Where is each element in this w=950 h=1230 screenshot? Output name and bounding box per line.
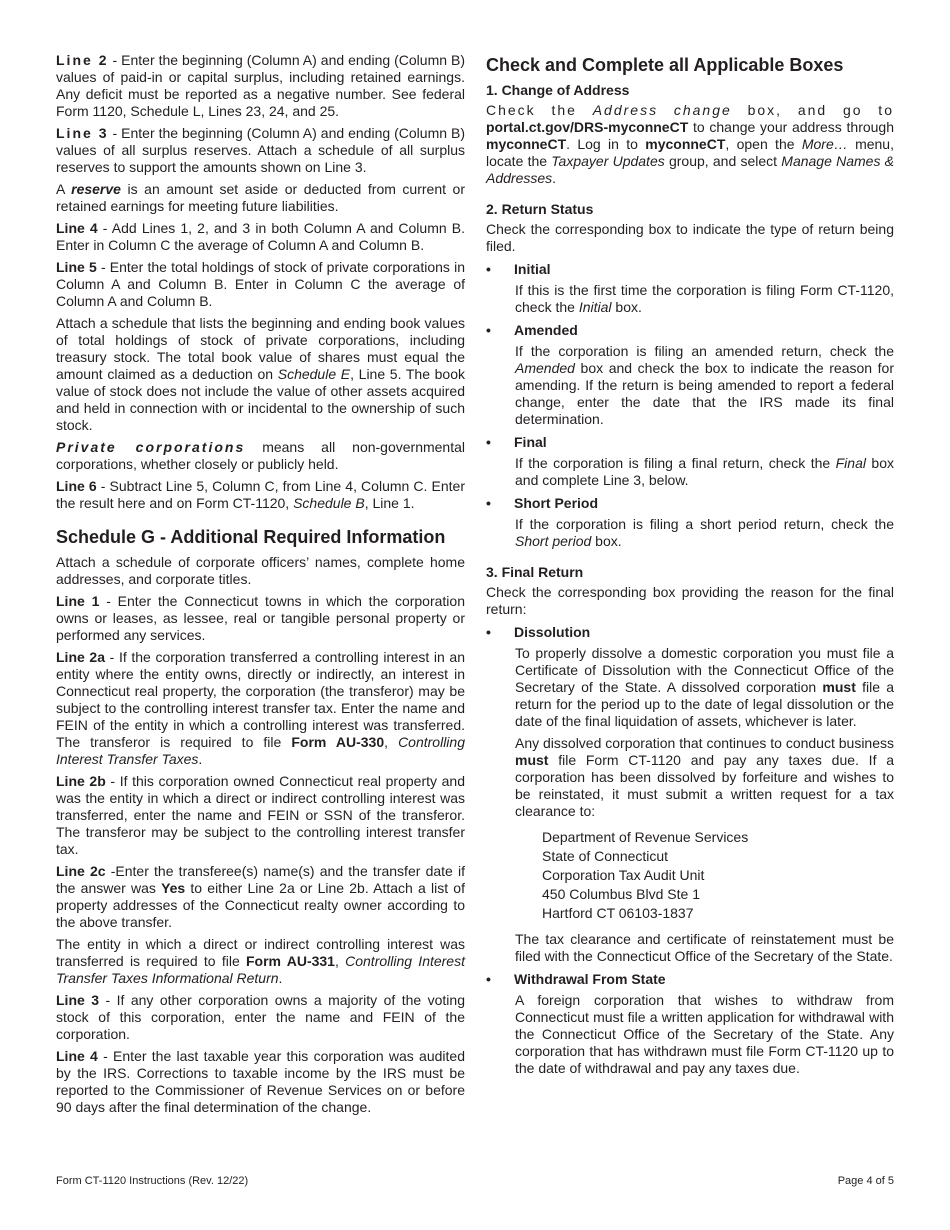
line2-para: Line 2 - Enter the beginning (Column A) and ending (Column B) values of paid-in or capital surplus, including retained earnings. Any deficit must be reported as a negative number. See federal Form 1120, Schedule L, Lines 23, 24, and 25.: [56, 52, 465, 119]
line4-para: Line 4 - Add Lines 1, 2, and 3 in both Column A and Column B. Enter in Column C the average of Column A and Column B.: [56, 220, 465, 253]
final-return-intro: Check the corresponding box providing the reason for the final return:: [486, 584, 894, 617]
short-period-para: If the corporation is filing a short period return, check the Short period box.: [515, 516, 894, 549]
portal-link[interactable]: portal.ct.gov/DRS-myconneCT: [486, 119, 689, 135]
bullet-dissolution: • Dissolution: [486, 624, 591, 640]
bullet-icon: •: [486, 434, 491, 450]
g-line1-para: Line 1 - Enter the Connecticut towns in which the corporation owns or leases, as lessee, real or tangible personal property or performed any services.: [56, 593, 465, 643]
return-status-intro: Check the corresponding box to indicate the type of return being filed.: [486, 221, 894, 254]
bullet-short-period: • Short Period: [486, 495, 599, 511]
address-line: State of Connecticut: [542, 848, 669, 864]
g-line4-para: Line 4 - Enter the last taxable year this corporation was audited by the IRS. Corrections to taxable income by the IRS must be reported to the Commissioner of Revenue Services on or before 90 days after the final determination of the change.: [56, 1048, 465, 1115]
final-return-heading: 3. Final Return: [486, 564, 584, 580]
bullet-amended: • Amended: [486, 322, 578, 338]
line3-para: Line 3 - Enter the beginning (Column A) and ending (Column B) values of all surplus reserves. Attach a schedule of all surplus reserves to support the amounts shown on Line 3.: [56, 125, 465, 175]
left-column: [56, 52, 465, 1121]
bullet-icon: •: [486, 971, 491, 987]
bullet-icon: •: [486, 495, 491, 511]
withdrawal-para: A foreign corporation that wishes to withdraw from Connecticut must file a written application for withdrawal with the Connecticut Office of the Secretary of the State. Any corporation that has withdrawn must file Form CT-1120 up to the date of withdrawal and pay any taxes due.: [515, 992, 894, 1076]
address-line: Corporation Tax Audit Unit: [542, 867, 705, 883]
initial-para: If this is the first time the corporation is filing Form CT-1120, check the Initial box.: [515, 282, 894, 315]
dissolution-para-3: The tax clearance and certificate of reinstatement must be filed with the Connecticut Office of the Secretary of the State.: [515, 931, 894, 964]
address-line: 450 Columbus Blvd Ste 1: [542, 886, 700, 902]
amended-para: If the corporation is filing an amended return, check the Amended box and check the box to indicate the reason for amending. If the return is being amended to report a federal change, enter the date that the IRS made its final determination.: [515, 343, 894, 427]
dissolution-para-2: Any dissolved corporation that continues to conduct business must file Form CT-1120 and pay any taxes due. If a corporation has been dissolved by forfeiture and wishes to be reinstated, it must submit a written request for a tax clearance to:: [515, 735, 895, 819]
g-line2c-para: Line 2c -Enter the transferee(s) name(s) and the transfer date if the answer was Yes to either Line 2a or Line 2b. Attach a list of property addresses of the Connecticut realty owner according to the above transfer.: [56, 863, 466, 930]
schedule-g-title: Schedule G - Additional Required Information: [56, 527, 446, 547]
g-line2b-para: Line 2b - If this corporation owned Connecticut real property and was the entity in which a direct or indirect controlling interest was transferred, enter the name and FEIN or SSN of the transferor. The transferor may be subject to the controlling interest transfer tax.: [56, 773, 465, 857]
entity-para: The entity in which a direct or indirect controlling interest was transferred is required to file Form AU-331, Controlling Interest Transfer Taxes Informational Return.: [56, 936, 465, 986]
line5-para: Line 5 - Enter the total holdings of stock of private corporations in Column A and Column B. Enter in Column C the average of Column A and Column B.: [56, 259, 465, 309]
bullet-initial: • Initial: [486, 261, 551, 277]
g-line2a-para: Line 2a - If the corporation transferred a controlling interest in an entity where the entity owns, directly or indirectly, an interest in Connecticut real property, the corporation (the transferor) may be subject to the controlling interest transfer tax. Enter the name and FEIN of the entity in which a controlling interest was transferred. The transferor is required to file Form AU-330, Controlling Interest Transfer Taxes.: [56, 649, 466, 767]
schedule-g-intro: Attach a schedule of corporate officers’ names, complete home addresses, and corporate titles.: [56, 554, 465, 587]
change-of-address-heading: 1. Change of Address: [486, 82, 630, 98]
address-line: Department of Revenue Services: [542, 829, 749, 845]
address-line: Hartford CT 06103-1837: [542, 905, 694, 921]
bullet-final: • Final: [486, 434, 547, 450]
right-column: [486, 52, 894, 1082]
reserve-para: A reserve is an amount set aside or deducted from current or retained earnings for meeting future liabilities.: [56, 181, 465, 214]
bullet-icon: •: [486, 261, 491, 277]
footer-form-id: Form CT-1120 Instructions (Rev. 12/22): [56, 1175, 249, 1187]
line6-para: Line 6 - Subtract Line 5, Column C, from Line 4, Column C. Enter the result here and on Form CT-1120, Schedule B, Line 1.: [56, 478, 465, 511]
private-corporations-para: Private corporations means all non-governmental corporations, whether closely or publicly held.: [56, 439, 466, 472]
attach-schedule-para: Attach a schedule that lists the beginning and ending book values of total holdings of stock of private corporations, including treasury stock. The total book value of shares must equal the amount claimed as a deduction on Schedule E, Line 5. The book value of stock does not include the value of other assets acquired and held in connection with or incidental to the ownership of such stock.: [56, 315, 465, 433]
check-boxes-title: Check and Complete all Applicable Boxes: [486, 55, 844, 75]
bullet-icon: •: [486, 322, 491, 338]
change-of-address-para: Check the Address change box, and go to portal.ct.gov/DRS-myconneCT to change your address through myconneCT. Log in to myconneCT, open the More… menu, locate the Taxpayer Updates group, and select Manage Names & Addresses.: [486, 102, 895, 186]
return-status-heading: 2. Return Status: [486, 201, 594, 217]
g-line3-para: Line 3 - If any other corporation owns a majority of the voting stock of this corporation, enter the name and FEIN of the corporation.: [56, 992, 465, 1042]
drs-address-block: [486, 828, 894, 923]
bullet-icon: •: [486, 624, 491, 640]
final-para: If the corporation is filing a final return, check the Final box and complete Line 3, below.: [515, 455, 895, 488]
bullet-withdrawal: • Withdrawal From State: [486, 971, 666, 987]
footer-page-number: Page 4 of 5: [837, 1175, 894, 1187]
dissolution-para-1: To properly dissolve a domestic corporation you must file a Certificate of Dissolution with the Connecticut Office of the Secretary of the State. A dissolved corporation must file a return for the period up to the date of legal dissolution or the date of the final liquidation of assets, whichever is later.: [515, 645, 894, 729]
